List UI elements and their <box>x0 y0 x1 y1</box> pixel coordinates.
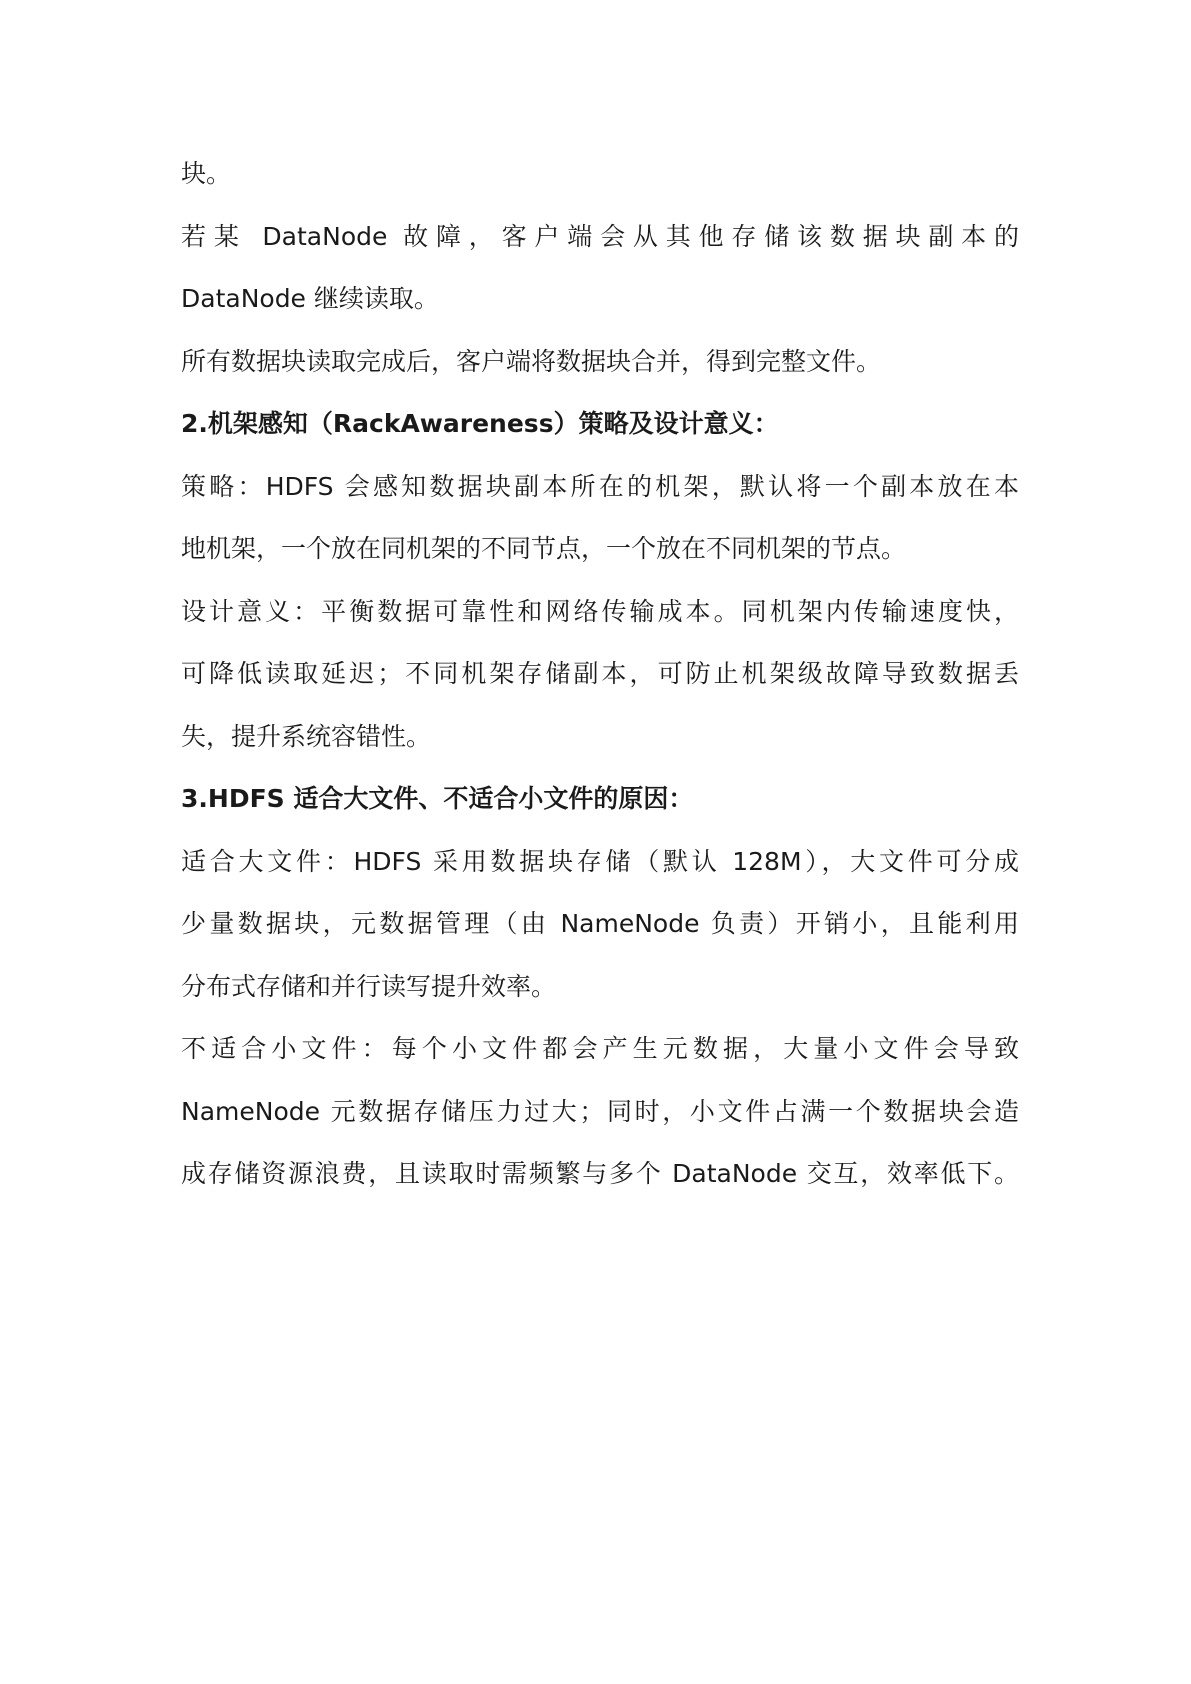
document-body <box>181 143 1019 1206</box>
text-line: 分布式存储和并行读写提升效率。 <box>181 971 557 1001</box>
text-line: 若某 DataNode 故障，客户端会从其他存储该数据块副本的 <box>181 221 1019 251</box>
section-heading: 3.HDFS 适合大文件、不适合小文件的原因： <box>181 784 694 813</box>
text-line: 少量数据块，元数据管理（由 NameNode 负责）开销小，且能利用 <box>181 909 1019 938</box>
text-line: 设计意义：平衡数据可靠性和网络传输成本。同机架内传输速度快， <box>181 596 1019 626</box>
text-line: 不适合小文件：每个小文件都会产生元数据，大量小文件会导致 <box>181 1034 1019 1063</box>
text-line: 所有数据块读取完成后，客户端将数据块合并，得到完整文件。 <box>181 346 882 376</box>
text-line: 适合大文件：HDFS 采用数据块存储（默认 128M），大文件可分成 <box>181 846 1019 876</box>
text-line: 块。 <box>181 159 232 188</box>
section-heading: 2.机架感知（RackAwareness）策略及设计意义： <box>181 409 779 438</box>
text-line: 地机架，一个放在同机架的不同节点，一个放在不同机架的节点。 <box>181 534 907 563</box>
text-line: 失，提升系统容错性。 <box>181 721 432 751</box>
text-line: 可降低读取延迟；不同机架存储副本，可防止机架级故障导致数据丢 <box>181 659 1019 688</box>
text-line: DataNode 继续读取。 <box>181 284 439 313</box>
text-line: 策略：HDFS 会感知数据块副本所在的机架，默认将一个副本放在本 <box>181 471 1019 501</box>
text-line: 成存储资源浪费，且读取时需频繁与多个 DataNode 交互，效率低下。 <box>181 1159 1019 1188</box>
text-line: NameNode 元数据存储压力过大；同时，小文件占满一个数据块会造 <box>181 1096 1019 1126</box>
